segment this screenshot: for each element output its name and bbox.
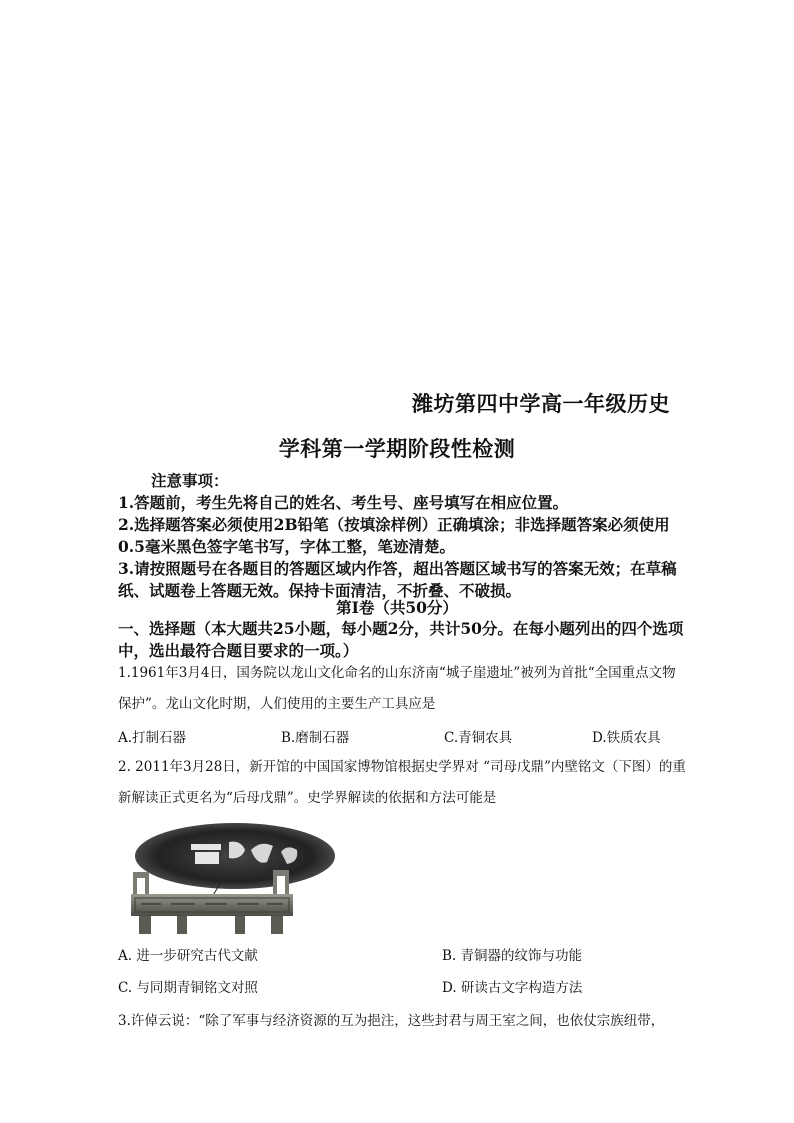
question-3 (118, 1006, 688, 1037)
q1-option-d: D.铁质农具 (592, 730, 661, 746)
q2-option-b: B. 青铜器的纹饰与功能 (442, 948, 583, 964)
question-2-stem: 2. 2011年3月28日，新开馆的中国国家博物馆根据史学界对 “司母戊鼎”内壁铭文（下图）的重新解读正式更名为“后母戊鼎”。史学界解读的依据和方法可能是 (118, 759, 686, 806)
notice-item-3: 3.请按照题号在各题目的答题区域内作答，超出答题区域书写的答案无效；在草稿纸、试题卷上答题无效。保持卡面清洁，不折叠、不破损。 (118, 559, 677, 600)
notice-item-2: 2.选择题答案必须使用2B铅笔（按填涂样例）正确填涂；非选择题答案必须使用0.5毫米黑色签字笔书写，字体工整，笔迹清楚。 (118, 515, 670, 556)
question-3-stem: 3.许倬云说：“除了军事与经济资源的互为挹注，这些封君与周王室之间，也依仗宗族纽带， (118, 1013, 665, 1029)
question-1 (118, 658, 688, 720)
part-title: 第Ⅰ卷（共50分） (336, 598, 458, 617)
q2-option-c: C. 与同期青铜铭文对照 (118, 980, 258, 996)
notice-item-1: 1.答题前，考生先将自己的姓名、考生号、座号填写在相应位置。 (118, 493, 569, 512)
exam-title-line2: 学科第一学期阶段性检测 (278, 436, 516, 461)
bronze-ding-image (131, 822, 341, 934)
q1-option-c: C.青铜农具 (444, 730, 513, 746)
exam-title-line1: 潍坊第四中学高一年级历史 (412, 391, 670, 416)
q1-option-a: A.打制石器 (118, 730, 187, 746)
q2-option-a: A. 进一步研究古代文献 (118, 948, 258, 964)
section-instructions: 一、选择题（本大题共25小题，每小题2分，共计50分。在每小题列出的四个选项中，选出最符合题目要求的一项。） (118, 619, 684, 660)
q1-option-b: B.磨制石器 (281, 730, 350, 746)
ding-inscription-figure (131, 822, 341, 934)
question-1-stem: 1.1961年3月4日，国务院以龙山文化命名的山东济南“城子崖遗址”被列为首批“全国重点文物保护”。龙山文化时期，人们使用的主要生产工具应是 (118, 665, 676, 712)
notice-block (118, 470, 684, 602)
q2-option-d: D. 研读古文字构造方法 (442, 980, 583, 996)
question-2 (118, 752, 688, 814)
notice-heading: 注意事项： (151, 471, 229, 490)
